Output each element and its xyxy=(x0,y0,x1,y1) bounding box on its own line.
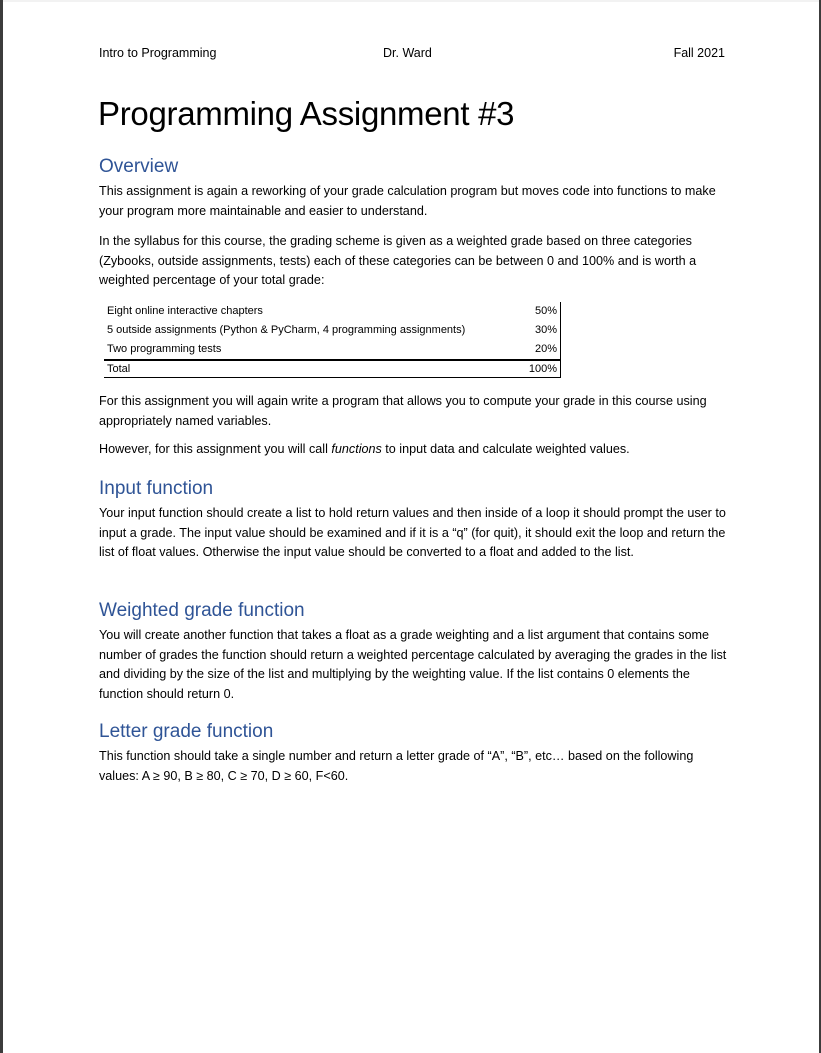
emphasis-text: functions xyxy=(331,442,382,456)
grade-weight-table xyxy=(104,302,561,378)
header-instructor: Dr. Ward xyxy=(383,46,432,60)
weighted-function-paragraph: You will create another function that takes a float as a grade weighting and a list argument that contains some number of grades the function should return a weighted percentage calculated by averaging the grades in the list and dividing by the size of the list and multiplying by the weighting value. If the list contains 0 elements the function should return 0. xyxy=(99,628,727,701)
input-function-paragraph: Your input function should create a list to hold return values and then inside of a loop it should prompt the user to input a grade. The input value should be examined and if it is a “q” (for quit), it should exit the loop and return the list of float values. Otherwise the input value should be converted to a float and added to the list. xyxy=(99,506,726,559)
document-title: Programming Assignment #3 xyxy=(98,95,515,132)
row-label: 5 outside assignments (Python & PyCharm, 4 programming assignments) xyxy=(107,324,466,336)
header-course: Intro to Programming xyxy=(99,46,217,60)
overview-paragraph-1: This assignment is again a reworking of your grade calculation program but moves code into functions to make your program more maintainable and easier to understand. xyxy=(99,184,716,218)
overview-paragraph-2: In the syllabus for this course, the grading scheme is given as a weighted grade based on three categories (Zybooks, outside assignments, tests) each of these categories can be between 0 and 100% and is worth a weighted percentage of your total grade: xyxy=(99,234,697,287)
row-value: 50% xyxy=(534,305,557,317)
row-value: 20% xyxy=(534,343,557,355)
overview-paragraph-3: For this assignment you will again write a program that allows you to compute your grade in this course using appropriately named variables. xyxy=(99,394,707,428)
heading-overview: Overview xyxy=(99,156,179,177)
overview-paragraph-4 xyxy=(99,440,731,460)
document-page xyxy=(3,0,819,1053)
letter-function-paragraph: This function should take a single number and return a letter grade of “A”, “B”, etc… based on the following values: A ≥ 90, B ≥ 80, C ≥ 70, D ≥ 60, F<60. xyxy=(99,749,694,783)
heading-weighted-grade-function: Weighted grade function xyxy=(99,600,305,621)
row-value: 30% xyxy=(534,324,557,336)
page-header xyxy=(99,46,725,62)
total-value: 100% xyxy=(504,360,561,378)
heading-letter-grade-function: Letter grade function xyxy=(99,721,274,742)
heading-input-function: Input function xyxy=(99,478,214,499)
text-run: to input data and calculate weighted values. xyxy=(381,442,630,456)
header-term: Fall 2021 xyxy=(673,46,725,60)
table-total-row xyxy=(104,360,561,378)
table-row xyxy=(104,321,561,340)
row-label: Eight online interactive chapters xyxy=(107,305,263,317)
text-run: However, for this assignment you will call xyxy=(99,442,332,456)
row-label: Two programming tests xyxy=(107,343,222,355)
total-label: Total xyxy=(104,360,504,378)
table-row xyxy=(104,302,561,321)
table-row xyxy=(104,340,561,360)
